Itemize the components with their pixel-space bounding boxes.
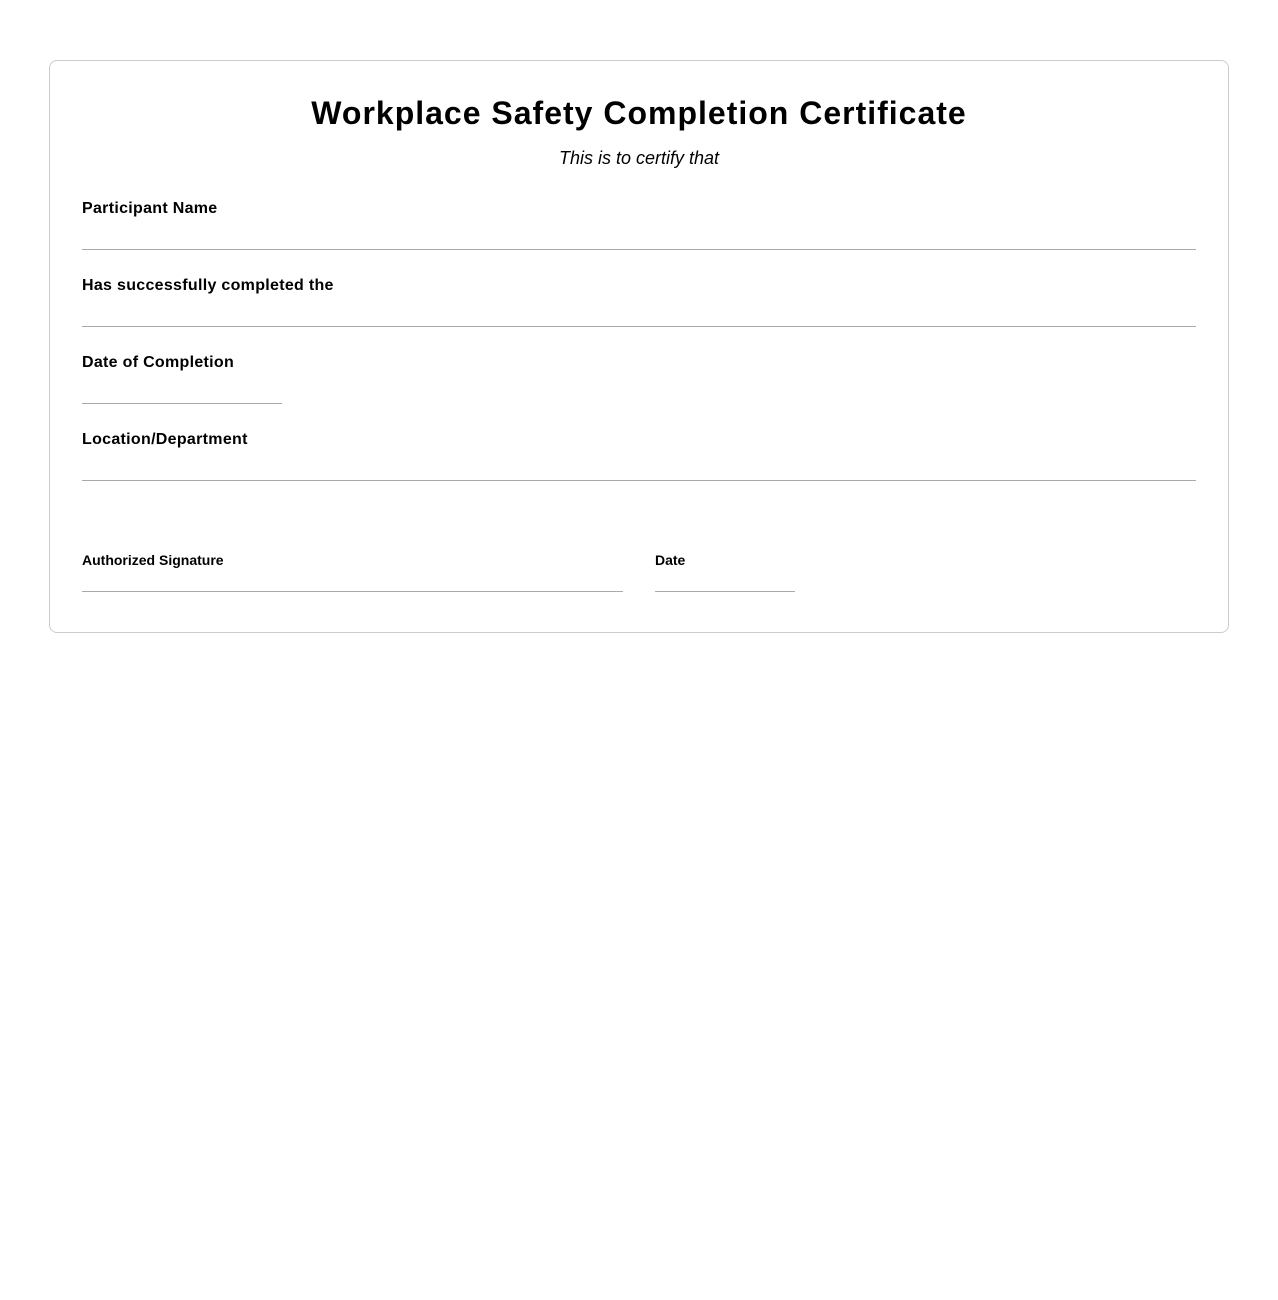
- date-of-completion-label: Date of Completion: [82, 354, 235, 371]
- certificate-title: Workplace Safety Completion Certificate: [311, 95, 967, 131]
- location-department-label: Location/Department: [82, 431, 248, 448]
- course-completed-line[interactable]: [82, 326, 1196, 327]
- signature-row: [82, 551, 1196, 592]
- course-completed-field: [82, 276, 1196, 327]
- participant-name-field: [82, 199, 1196, 250]
- certificate-card: [49, 60, 1229, 633]
- signature-date-block: [655, 551, 795, 592]
- participant-name-line[interactable]: [82, 249, 1196, 250]
- signature-date-line[interactable]: [655, 591, 795, 592]
- course-completed-label: Has successfully completed the: [82, 277, 334, 294]
- date-of-completion-field: [82, 353, 1196, 404]
- location-department-line[interactable]: [82, 480, 1196, 481]
- date-of-completion-line[interactable]: [82, 403, 282, 404]
- authorized-signature-block: [82, 551, 623, 592]
- participant-name-label: Participant Name: [82, 200, 218, 217]
- signature-date-label: Date: [655, 552, 686, 568]
- location-department-field: [82, 430, 1196, 481]
- certificate-subtitle: This is to certify that: [558, 148, 720, 168]
- authorized-signature-label: Authorized Signature: [82, 552, 224, 568]
- authorized-signature-line[interactable]: [82, 591, 623, 592]
